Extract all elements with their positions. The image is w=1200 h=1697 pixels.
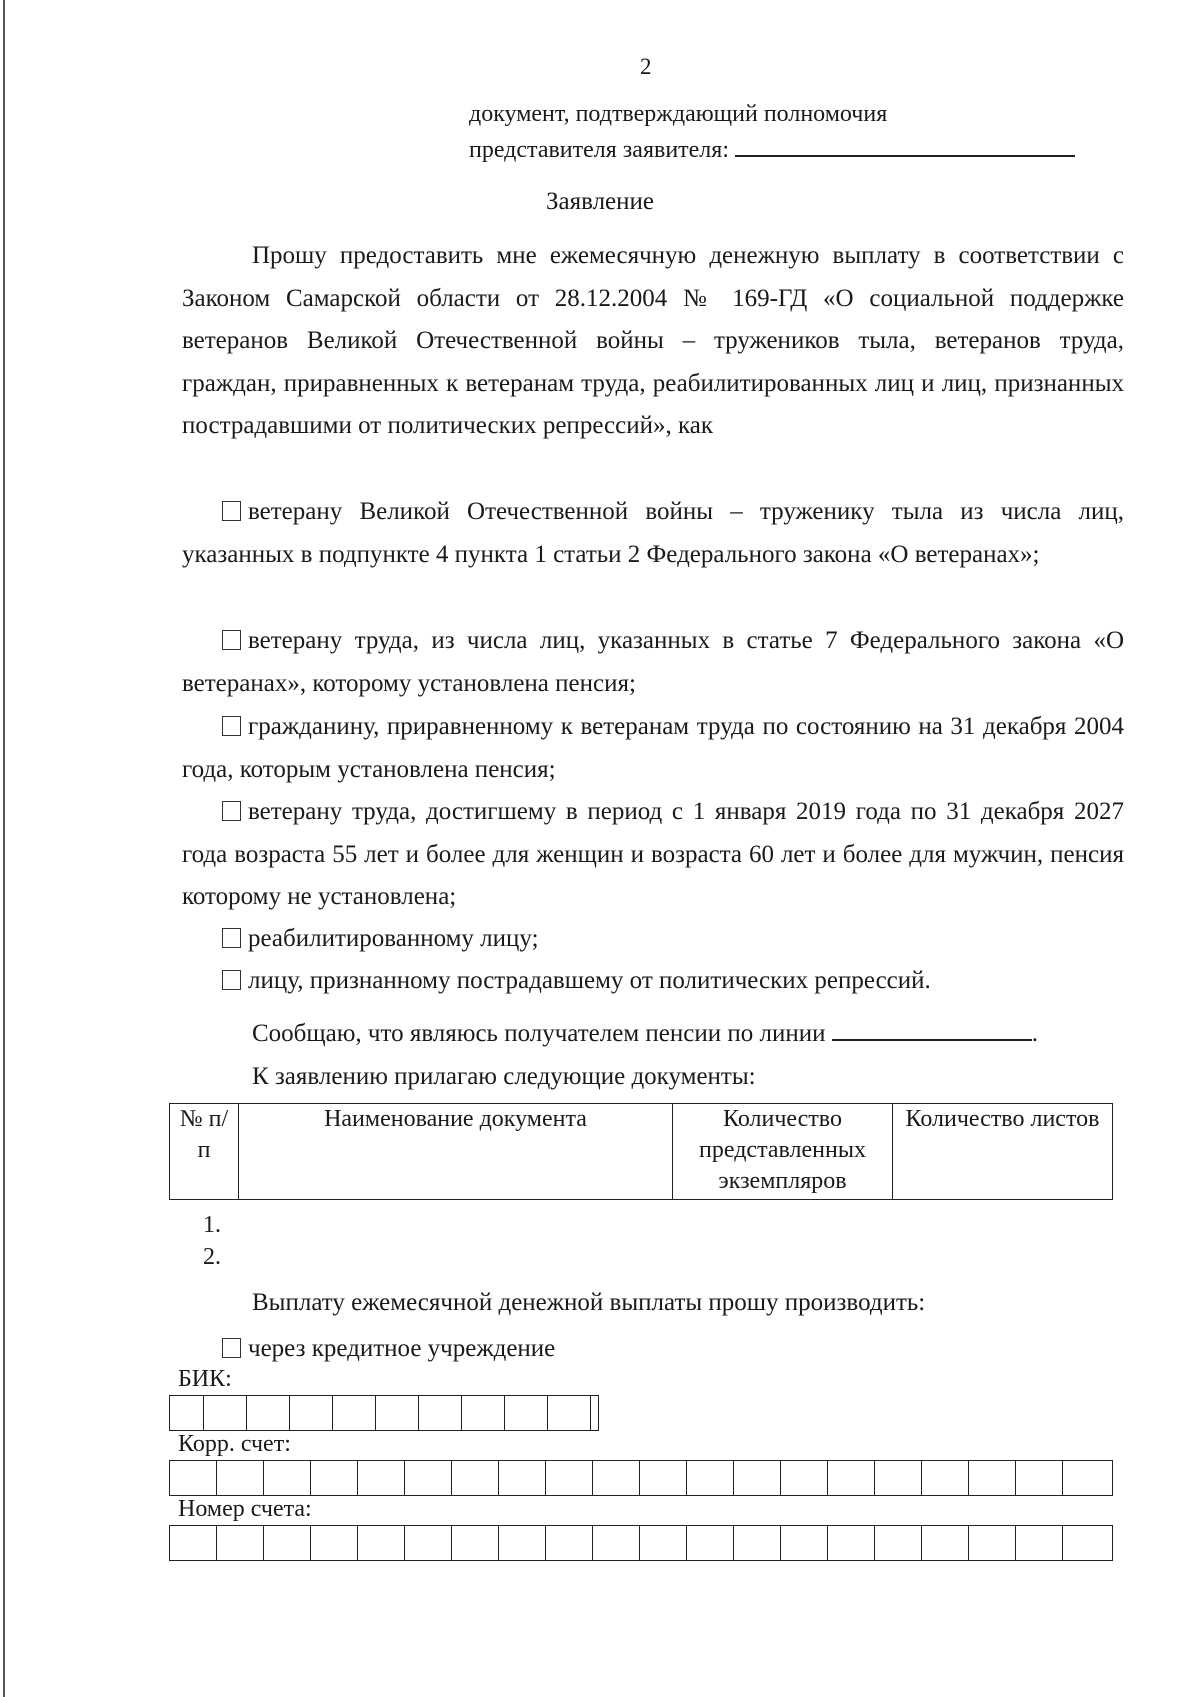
- corr-account-input-cells[interactable]: [169, 1460, 1113, 1496]
- representative-label: представителя заявителя:: [469, 137, 729, 163]
- digit-cell[interactable]: [452, 1526, 499, 1560]
- digit-cell[interactable]: [828, 1461, 875, 1495]
- checkbox-icon[interactable]: [222, 801, 241, 821]
- digit-cell[interactable]: [264, 1526, 311, 1560]
- option-text: гражданину, приравненному к ветеранам труда по состоянию на 31 декабря 2004 года, которым установлена пенсия;: [182, 713, 1124, 783]
- checkbox-icon[interactable]: [222, 716, 241, 736]
- digit-cell[interactable]: [358, 1461, 405, 1495]
- pension-line: [252, 1019, 1038, 1048]
- digit-cell[interactable]: [734, 1461, 781, 1495]
- table-header-sheets: Количество листов: [893, 1104, 1113, 1200]
- digit-cell[interactable]: [405, 1526, 452, 1560]
- digit-cell[interactable]: [734, 1526, 781, 1560]
- digit-cell[interactable]: [333, 1396, 376, 1430]
- pension-text: Сообщаю, что являюсь получателем пенсии по линии: [252, 1020, 826, 1047]
- digit-cell[interactable]: [548, 1396, 591, 1430]
- option-item: [182, 960, 1124, 1003]
- digit-cell[interactable]: [781, 1526, 828, 1560]
- digit-cell[interactable]: [875, 1461, 922, 1495]
- digit-cell[interactable]: [828, 1526, 875, 1560]
- option-item: [182, 706, 1124, 791]
- payment-line: Выплату ежемесячной денежной выплаты прошу производить:: [252, 1289, 926, 1316]
- list-item: 1.: [203, 1212, 221, 1238]
- bik-label: БИК:: [178, 1366, 232, 1392]
- request-paragraph: Прошу предоставить мне ежемесячную денежную выплату в соответствии с Законом Самарской области от 28.12.2004 № 169-ГД «О социальной поддержке ветеранов Великой Отечественной войны – тружеников тыла, ветеранов труда, граждан, приравненных к ветеранам труда, реабилитированных лиц и лиц, признанных пострадавшими от политических репрессий», как: [182, 242, 1124, 439]
- checkbox-icon[interactable]: [222, 630, 241, 650]
- digit-cell[interactable]: [452, 1461, 499, 1495]
- option-item: [182, 620, 1124, 705]
- digit-cell[interactable]: [969, 1461, 1016, 1495]
- digit-cell[interactable]: [1016, 1526, 1063, 1560]
- table-header-copies: Количество представленных экземпляров: [673, 1104, 893, 1200]
- digit-cell[interactable]: [593, 1526, 640, 1560]
- scan-edge: [3, 0, 5, 1697]
- digit-cell[interactable]: [290, 1396, 333, 1430]
- documents-table: [169, 1103, 1113, 1200]
- representative-blank-line[interactable]: [735, 133, 1075, 157]
- option-text: реабилитированному лицу;: [248, 925, 539, 952]
- option-text: ветерану Великой Отечественной войны – труженику тыла из числа лиц, указанных в подпункте 4 пункта 1 статьи 2 Федерального закона «О ветеранах»;: [182, 498, 1124, 568]
- digit-cell[interactable]: [969, 1526, 1016, 1560]
- checkbox-icon[interactable]: [222, 928, 241, 948]
- digit-cell[interactable]: [170, 1396, 204, 1430]
- digit-cell[interactable]: [419, 1396, 462, 1430]
- table-header-number: № п/п: [170, 1104, 239, 1200]
- representative-block: [469, 96, 1075, 168]
- digit-cell[interactable]: [546, 1526, 593, 1560]
- digit-cell[interactable]: [1016, 1461, 1063, 1495]
- digit-cell[interactable]: [204, 1396, 247, 1430]
- pension-end: .: [1031, 1020, 1038, 1047]
- digit-cell[interactable]: [640, 1526, 687, 1560]
- digit-cell[interactable]: [687, 1461, 734, 1495]
- option-item: [182, 491, 1124, 576]
- digit-cell[interactable]: [1063, 1526, 1112, 1560]
- pension-blank[interactable]: [832, 1019, 1032, 1041]
- option-item: [182, 791, 1124, 919]
- digit-cell[interactable]: [499, 1526, 546, 1560]
- checkbox-icon[interactable]: [222, 501, 241, 521]
- bik-input-cells[interactable]: [169, 1395, 599, 1431]
- digit-cell[interactable]: [170, 1526, 217, 1560]
- representative-line-2: [469, 132, 1075, 168]
- digit-cell[interactable]: [505, 1396, 548, 1430]
- digit-cell[interactable]: [217, 1526, 264, 1560]
- representative-line-1: документ, подтверждающий полномочия: [469, 101, 888, 127]
- table-header-name: Наименование документа: [239, 1104, 673, 1200]
- digit-cell[interactable]: [311, 1526, 358, 1560]
- digit-cell[interactable]: [170, 1461, 217, 1495]
- digit-cell[interactable]: [247, 1396, 290, 1430]
- account-number-input-cells[interactable]: [169, 1525, 1113, 1561]
- digit-cell[interactable]: [1063, 1461, 1112, 1495]
- corr-account-label: Корр. счет:: [178, 1431, 291, 1457]
- option-text: ветерану труда, из числа лиц, указанных в статье 7 Федерального закона «О ветеранах», которому установлена пенсия;: [182, 627, 1124, 697]
- page-title: Заявление: [545, 188, 655, 215]
- digit-cell[interactable]: [591, 1396, 598, 1430]
- checkbox-icon[interactable]: [222, 1338, 241, 1358]
- digit-cell[interactable]: [462, 1396, 505, 1430]
- digit-cell[interactable]: [311, 1461, 358, 1495]
- digit-cell[interactable]: [875, 1526, 922, 1560]
- payment-option-text: через кредитное учреждение: [248, 1335, 556, 1362]
- digit-cell[interactable]: [781, 1461, 828, 1495]
- digit-cell[interactable]: [687, 1526, 734, 1560]
- digit-cell[interactable]: [499, 1461, 546, 1495]
- page-number: 2: [640, 54, 652, 79]
- digit-cell[interactable]: [217, 1461, 264, 1495]
- digit-cell[interactable]: [358, 1526, 405, 1560]
- digit-cell[interactable]: [546, 1461, 593, 1495]
- checkbox-icon[interactable]: [222, 970, 241, 990]
- option-text: лицу, признанному пострадавшему от политических репрессий.: [248, 967, 931, 994]
- digit-cell[interactable]: [593, 1461, 640, 1495]
- digit-cell[interactable]: [640, 1461, 687, 1495]
- payment-option: [222, 1328, 922, 1371]
- digit-cell[interactable]: [405, 1461, 452, 1495]
- digit-cell[interactable]: [264, 1461, 311, 1495]
- digit-cell[interactable]: [922, 1526, 969, 1560]
- option-item: [182, 918, 1124, 961]
- option-text: ветерану труда, достигшему в период с 1 января 2019 года по 31 декабря 2027 года возраста 55 лет и более для женщин и возраста 60 лет и более для мужчин, пенсия которому не установлена;: [182, 798, 1124, 910]
- list-item: 2.: [203, 1244, 221, 1270]
- attach-line: К заявлению прилагаю следующие документы:: [252, 1063, 756, 1090]
- digit-cell[interactable]: [376, 1396, 419, 1430]
- digit-cell[interactable]: [922, 1461, 969, 1495]
- table-header-row: [170, 1104, 1113, 1200]
- account-number-label: Номер счета:: [178, 1496, 312, 1522]
